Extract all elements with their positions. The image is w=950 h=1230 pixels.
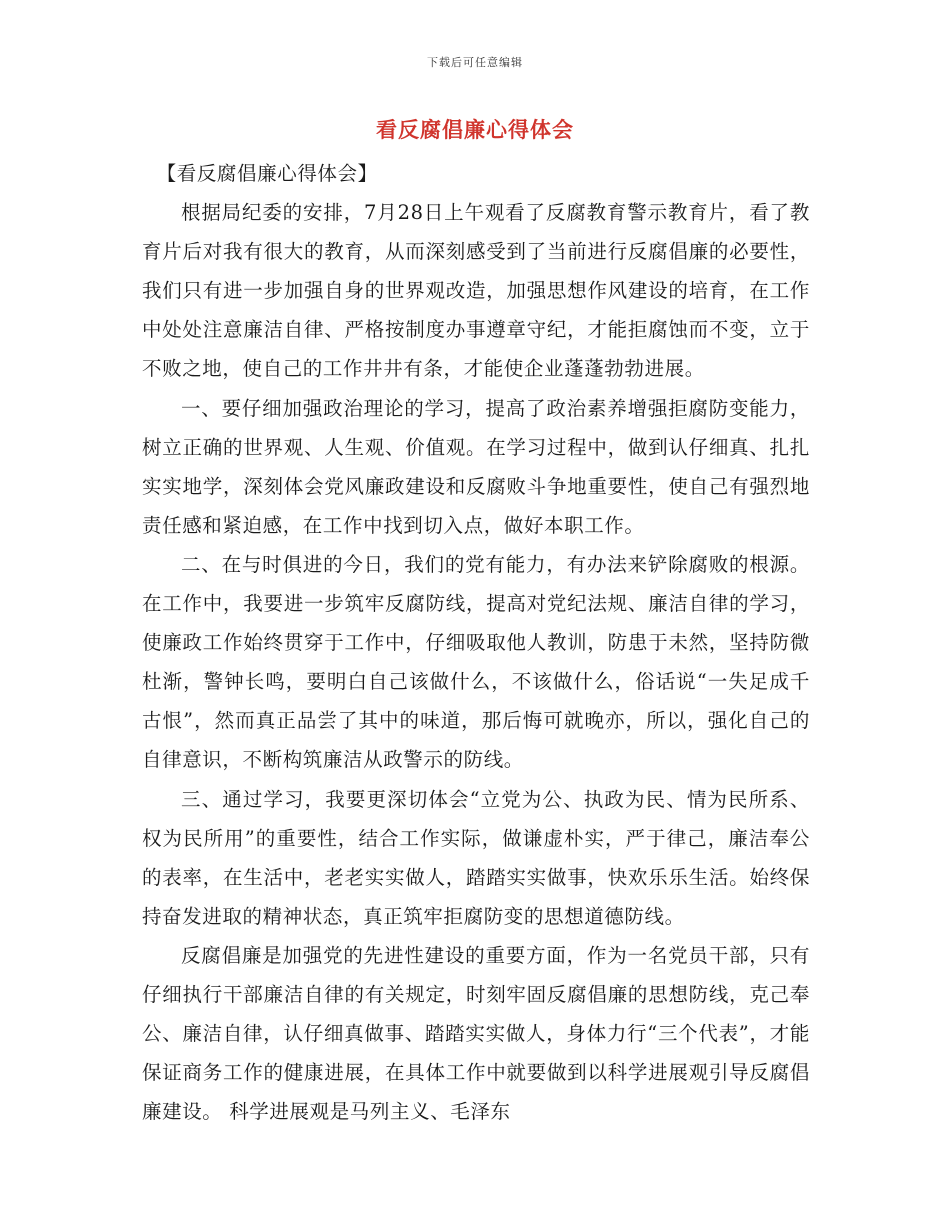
paragraph-intro: 根据局纪委的安排，7月28日上午观看了反腐教育警示教育片，看了教育片后对我有很大的教育，从而深刻感受到了当前进行反腐倡廉的必要性，我们只有进一步加强自身的世界观改造，加强思想作风建设的培育，在工作中处处注意廉洁自律、严格按制度办事遵章守纪，才能拒腐蚀而不变，立于不败之地，使自己的工作井井有条，才能使企业蓬蓬勃勃进展。: [142, 201, 810, 381]
paragraph-point-one: 一、要仔细加强政治理论的学习，提高了政治素养增强拒腐防变能力，树立正确的世界观、人生观、价值观。在学习过程中，做到认仔细真、扎扎实实地学，深刻体会党风廉政建设和反腐败斗争地重要性，使自己有强烈地责任感和紧迫感，在工作中找到切入点，做好本职工作。: [142, 396, 810, 537]
paragraph-point-three: 三、通过学习，我要更深切体会“立党为公、执政为民、情为民所系、权为民所用”的重要性，结合工作实际，做谦虚朴实，严于律己，廉洁奉公的表率，在生活中，老老实实做人，踏踏实实做事，快欢乐乐生活。始终保持奋发进取的精神状态，真正筑牢拒腐防变的思想道德防线。: [142, 787, 810, 928]
subheading: 【看反腐倡廉心得体会】: [156, 162, 378, 185]
header-note: 下载后可任意编辑: [427, 56, 523, 69]
document-title: 看反腐倡廉心得体会: [376, 117, 574, 142]
paragraph-point-two: 二、在与时俱进的今日，我们的党有能力，有办法来铲除腐败的根源。在工作中，我要进一步筑牢反腐防线，提高对党纪法规、廉洁自律的学习，使廉政工作始终贯穿于工作中，仔细吸取他人教训，防患于未然，坚持防微杜渐，警钟长鸣，要明白自己该做什么，不该做什么，俗话说“一失足成千古恨”，然而真正品尝了其中的味道，那后悔可就晚亦，所以，强化自己的自律意识，不断构筑廉洁从政警示的防线。: [142, 552, 810, 772]
document-body: [142, 154, 810, 1131]
paragraph-conclusion: 反腐倡廉是加强党的先进性建设的重要方面，作为一名党员干部，只有仔细执行干部廉洁自律的有关规定，时刻牢固反腐倡廉的思想防线，克己奉公、廉洁自律，认仔细真做事、踏踏实实做人，身体力行“三个代表”，才能保证商务工作的健康进展，在具体工作中就要做到以科学进展观引导反腐倡廉建设。 科学进展观是马列主义、毛泽东: [142, 943, 810, 1124]
